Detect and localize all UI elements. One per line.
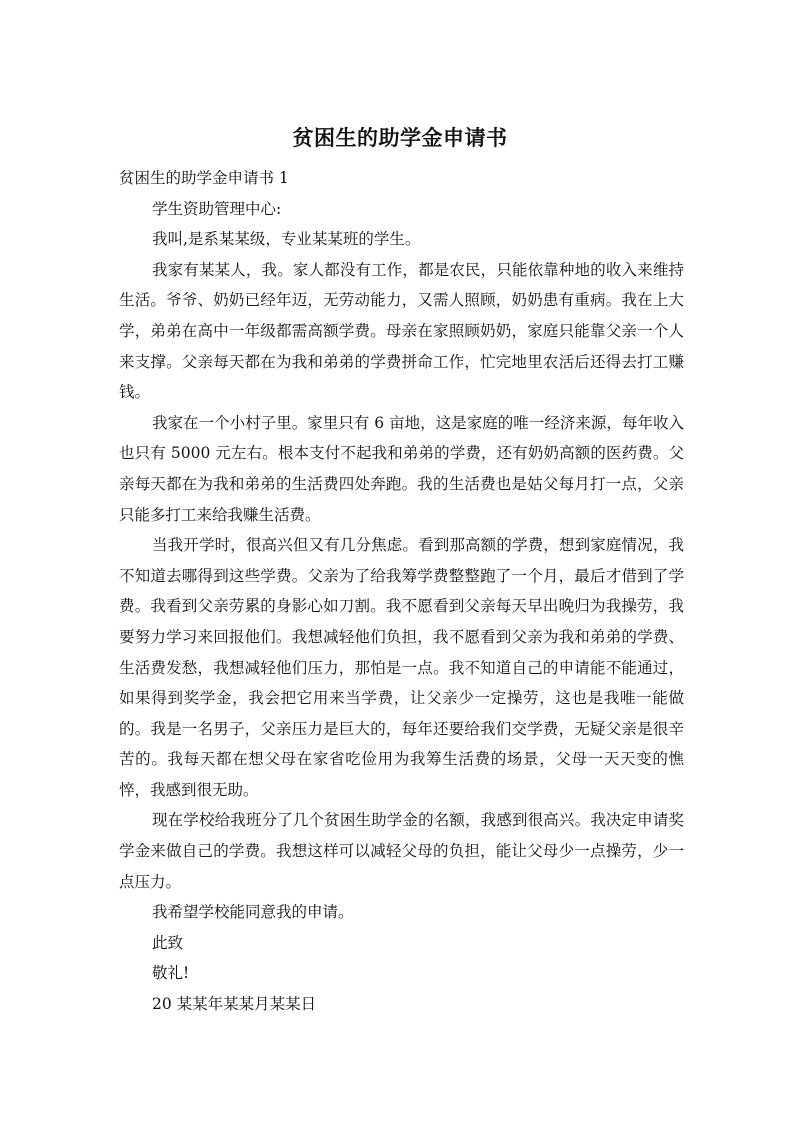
paragraph-family: 我家有某某人，我。家人都没有工作，都是农民，只能依靠种地的收入来维持生活。爷爷、奶奶已经年迈，无劳动能力，又需人照顾，奶奶患有重病。我在上大学，弟弟在高中一年级都需高额学费。母亲在家照顾奶奶，家庭只能靠父亲一个人来支撑。父亲每天都在为我和弟弟的学费拼命工作，忙完地里农活后还得去打工赚钱。 bbox=[119, 260, 684, 402]
document-body bbox=[119, 163, 684, 1020]
paragraph-tuition: 当我开学时，很高兴但又有几分焦虑。看到那高额的学费，想到家庭情况，我不知道去哪得到这些学费。父亲为了给我筹学费整整跑了一个月，最后才借到了学费。我看到父亲劳累的身影心如刀割。我不愿看到父亲每天早出晚归为我操劳，我要努力学习来回报他们。我想减轻他们负担，我不愿看到父亲为我和弟弟的学费、生活费发愁，我想减轻他们压力，那怕是一点。我不知道自己的申请能不能通过，如果得到奖学金，我会把它用来当学费，让父亲少一定操劳，这也是我唯一能做的。我是一名男子，父亲压力是巨大的，每年还要给我们交学费，无疑父亲是很辛苦的。我每天都在想父母在家省吃俭用为我筹生活费的场景，父母一天天变的憔悴，我感到很无助。 bbox=[119, 536, 684, 799]
paragraph-application: 现在学校给我班分了几个贫困生助学金的名额，我感到很高兴。我决定申请奖学金来做自己的学费。我想这样可以减轻父母的负担，能让父母少一点操劳，少一点压力。 bbox=[119, 811, 684, 891]
paragraph-request: 我希望学校能同意我的申请。 bbox=[152, 903, 354, 922]
document-title: 贫困生的助学金申请书 bbox=[292, 126, 508, 150]
date: 20 某某年某某月某某日 bbox=[152, 995, 317, 1014]
closing: 此致 bbox=[152, 933, 184, 952]
document-subtitle: 贫困生的助学金申请书 1 bbox=[119, 169, 289, 187]
salutation: 学生资助管理中心: bbox=[152, 199, 282, 218]
paragraph-income: 我家在一个小村子里。家里只有 6 亩地，这是家庭的唯一经济来源，每年收入也只有 5000 元左右。根本支付不起我和弟弟的学费，还有奶奶高额的医药费。父亲每天都在为我和弟弟的生活费四处奔跑。我的生活费也是姑父每月打一点，父亲只能多打工来给我赚生活费。 bbox=[119, 413, 684, 524]
regards: 敬礼! bbox=[152, 964, 190, 983]
paragraph-intro: 我叫,是系某某级，专业某某班的学生。 bbox=[152, 230, 421, 249]
